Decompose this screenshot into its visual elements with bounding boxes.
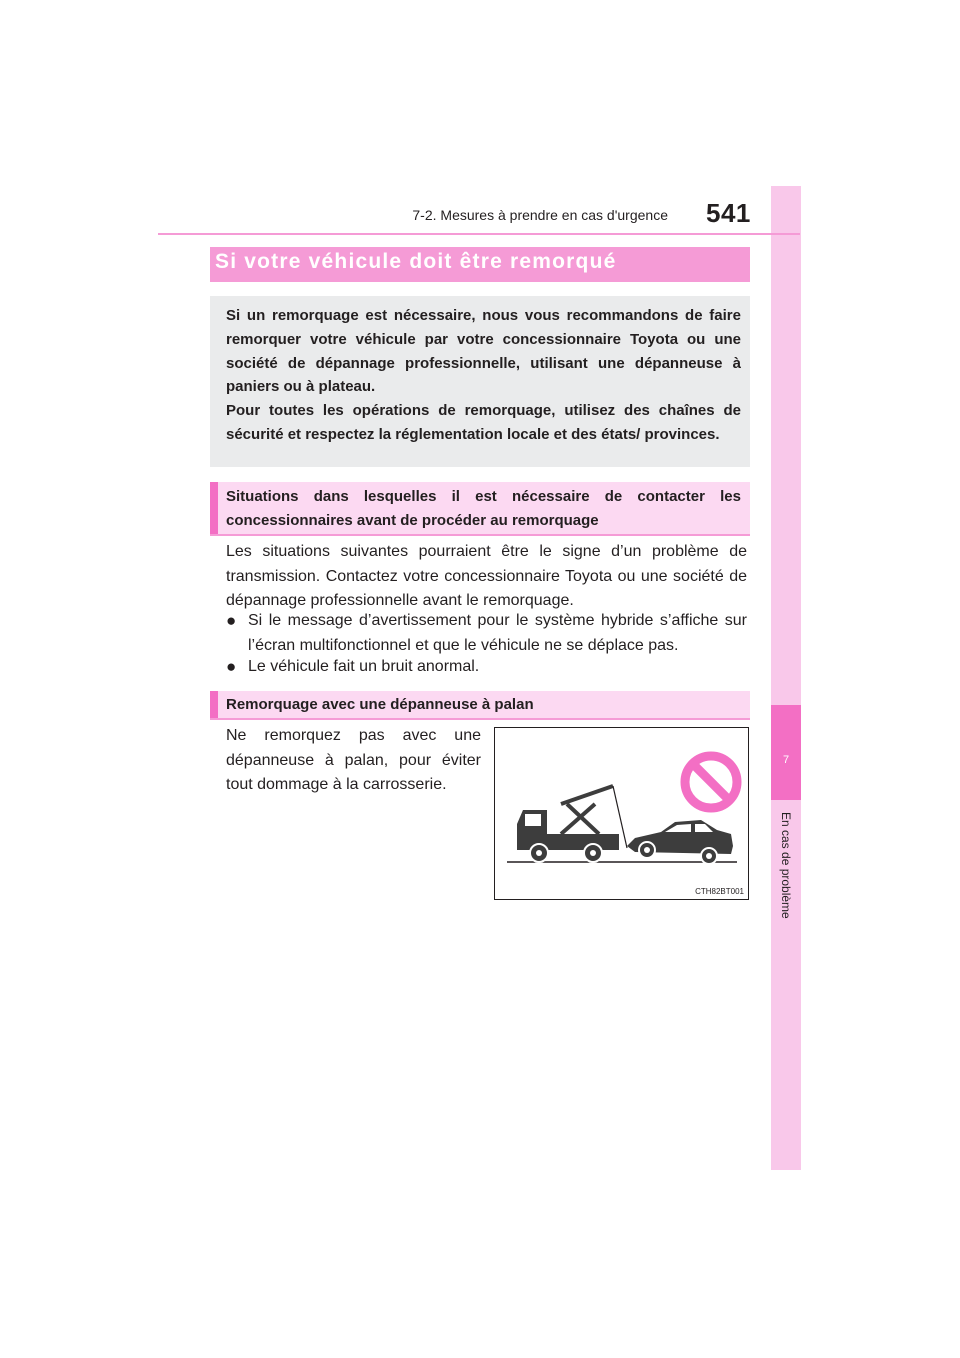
subsection-title: Situations dans lesquelles il est nécessaire de contacter les concessionnaires avant de procéder au remorquage xyxy=(226,488,741,529)
subsection-title: Remorquage avec une dépanneuse à palan xyxy=(226,696,534,713)
bullet-icon: ● xyxy=(226,611,237,630)
bullet-icon: ● xyxy=(226,657,237,676)
prohibited-icon xyxy=(685,756,737,808)
paragraph-wheel-lift: Ne remorquez pas avec une dépanneuse à palan, pour éviter tout dommage à la carrosserie. xyxy=(226,727,481,793)
section-banner xyxy=(210,247,750,282)
chapter-title: En cas de problème xyxy=(779,812,793,919)
tow-truck-illustration xyxy=(494,727,749,900)
figure-code: CTH82BT001 xyxy=(695,887,744,896)
list-item-text: Si le message d’avertissement pour le système hybride s’affiche sur l’écran multifonctionnel et que le véhicule ne se déplace pas. xyxy=(248,612,747,654)
info-box xyxy=(210,296,750,467)
header-rule xyxy=(158,233,800,235)
chapter-number: 7 xyxy=(782,754,790,766)
car-icon xyxy=(627,820,733,864)
tow-truck-icon xyxy=(517,786,627,862)
section-title: Si votre véhicule doit être remorqué xyxy=(215,250,617,273)
subsection-header-wheel-lift xyxy=(210,691,750,718)
paragraph-intro: Les situations suivantes pourraient être le signe d’un problème de transmission. Contactez votre concessionnaire Toyota ou une société de dépannage professionnelle avant le remorquage. xyxy=(226,543,747,609)
list-item-text: Le véhicule fait un bruit anormal. xyxy=(248,658,480,675)
chapter-side-strip xyxy=(771,186,801,1170)
page-number: 541 xyxy=(706,198,751,228)
header-section-title: 7-2. Mesures à prendre en cas d'urgence xyxy=(412,207,668,223)
tow-truck-drawing xyxy=(495,728,748,899)
chapter-tab[interactable] xyxy=(771,705,801,800)
info-box-text: Si un remorquage est nécessaire, nous vous recommandons de faire remorquer votre véhicule par votre concessionnaire Toyota ou une société de dépannage professionnelle, utilisant une dépanneuse à paniers ou à plateau. Pour toutes les opérations de remorquage, utilisez des chaînes de sécurité et respectez la réglementation locale et des états/ provinces. xyxy=(226,307,741,443)
subsection-header-contact-dealers xyxy=(210,482,750,534)
